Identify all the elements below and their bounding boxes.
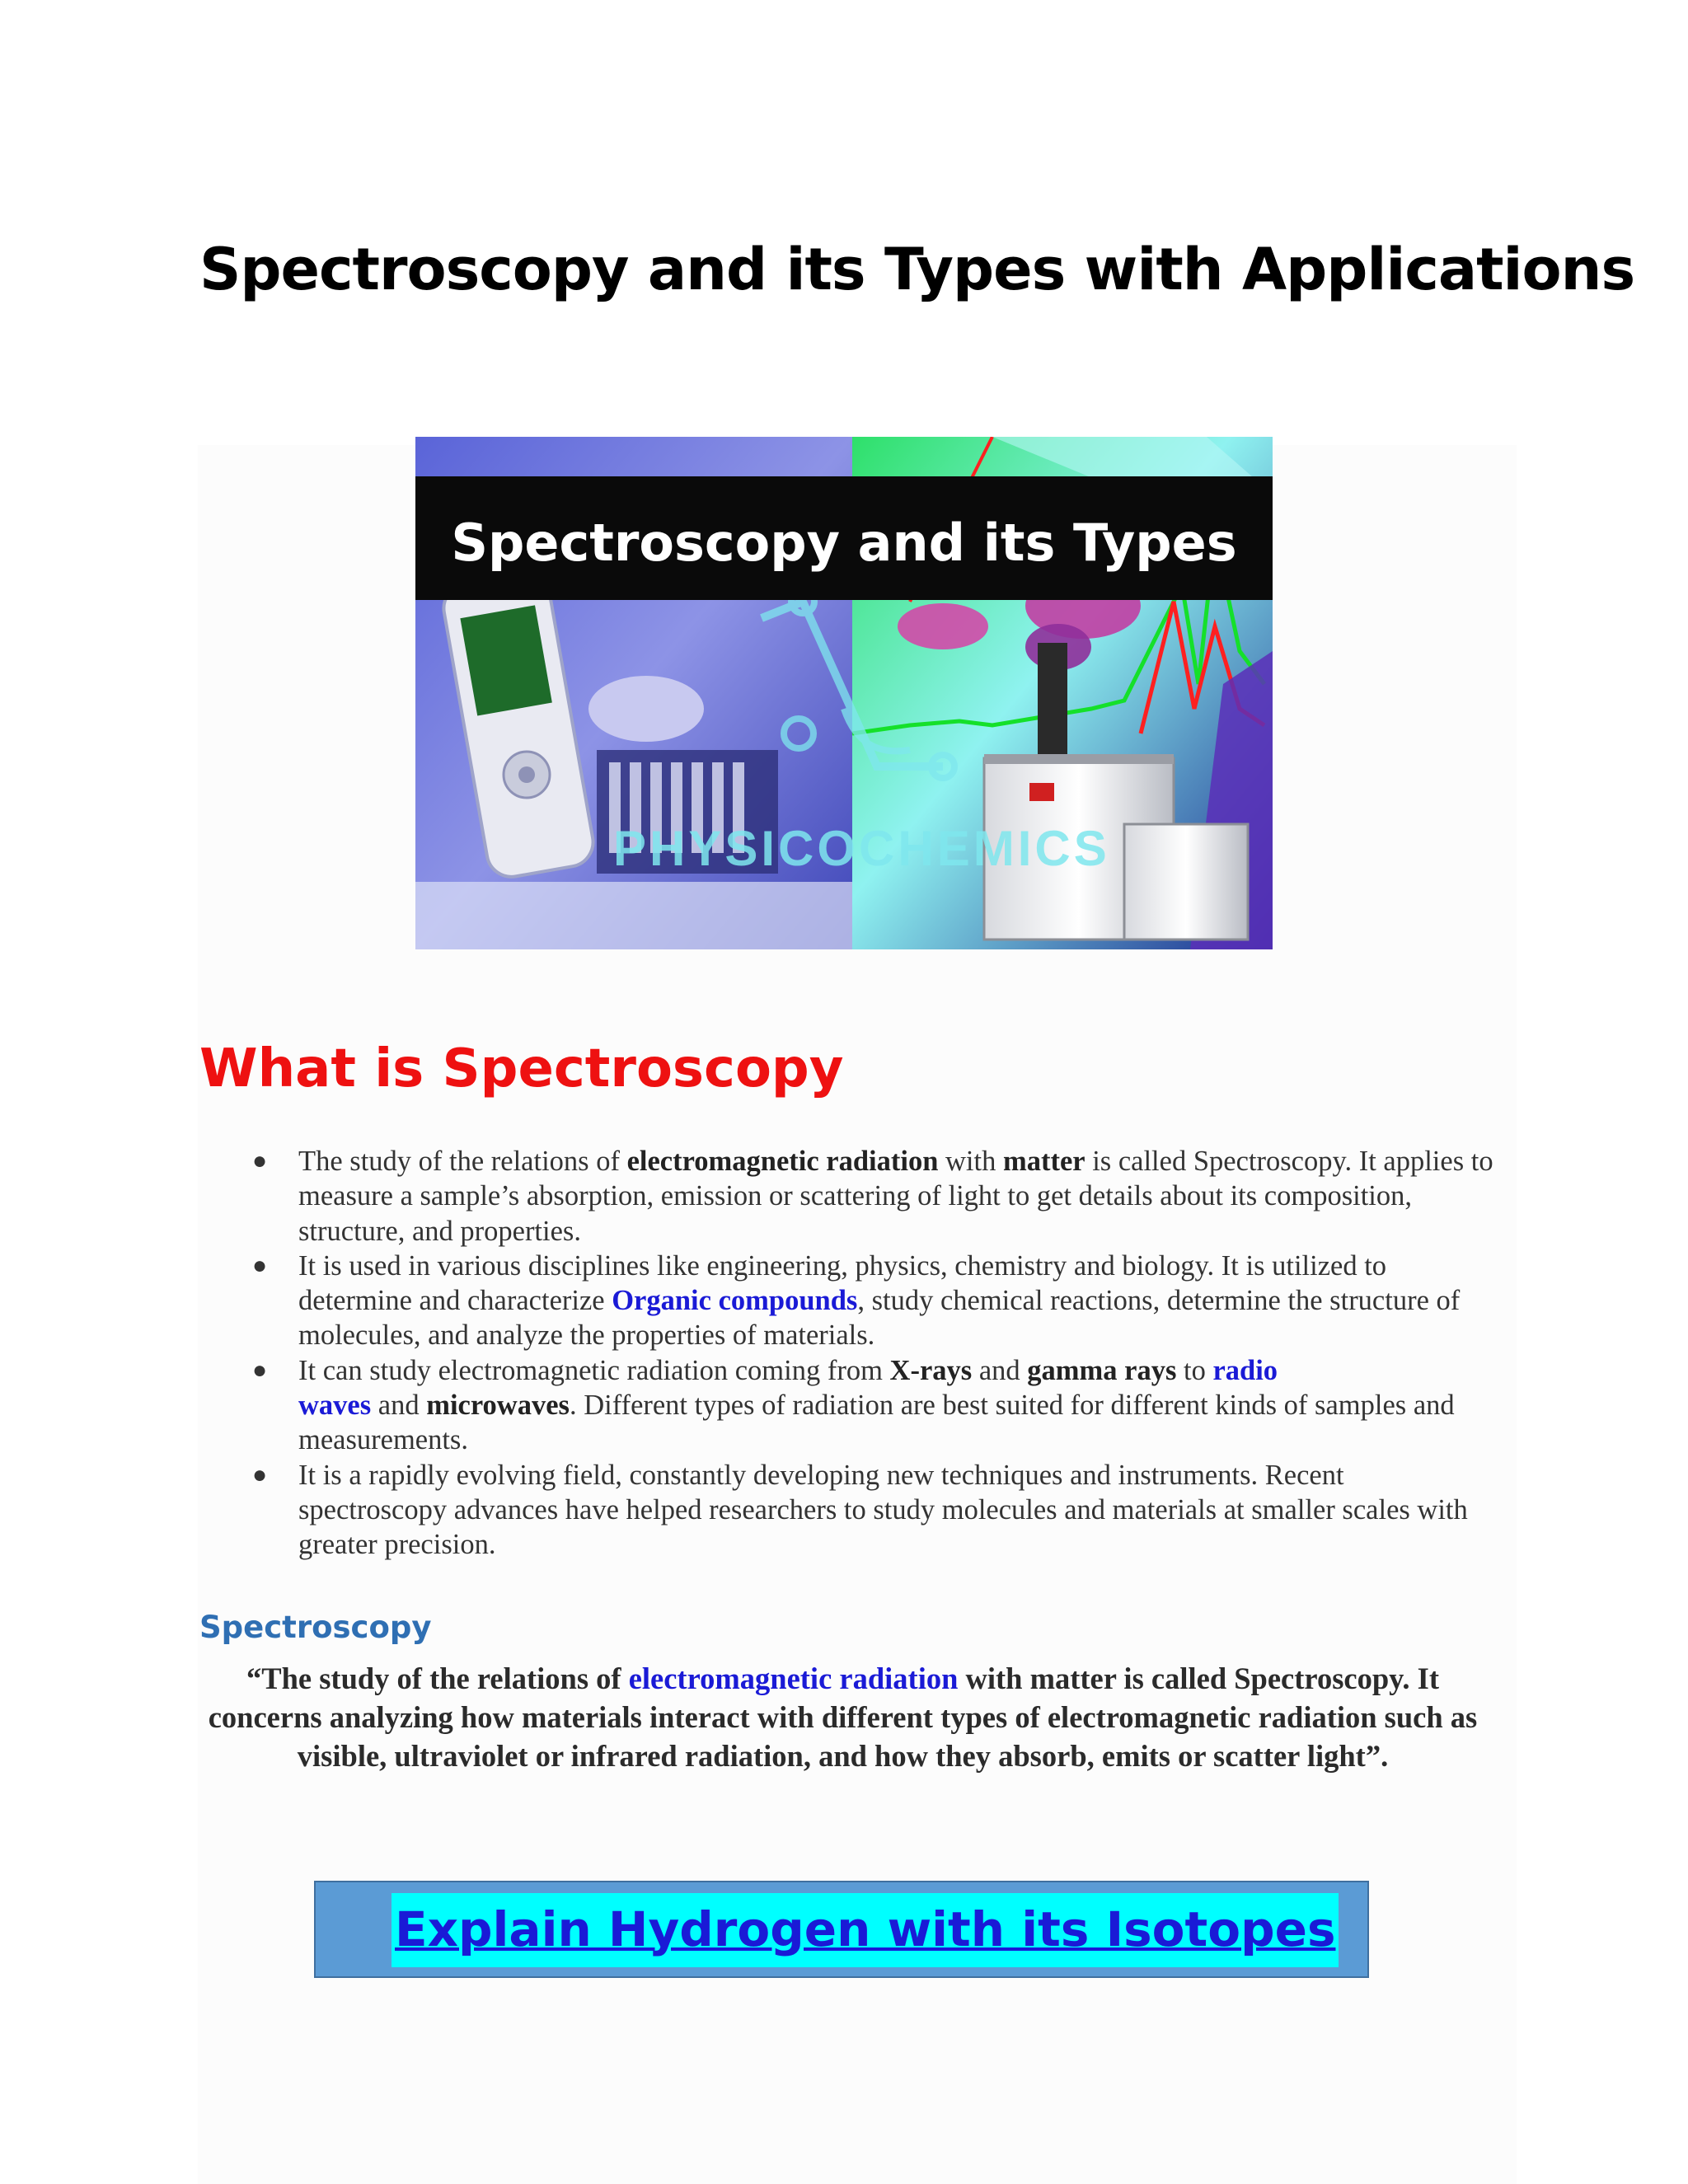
list-item: ● The study of the relations of electromagnetic radiation with matter is called Spectroscopy. It applies to measure a sample’s absorption, emission or scattering of light to get details about its composition, structure, and properties. — [252, 1146, 1493, 1247]
hero-image — [415, 437, 1273, 949]
bullet-icon: ● — [252, 1251, 268, 1279]
list-item: ● It can study electromagnetic radiation coming from X-rays and gamma rays to radio waves and microwaves. Different types of radiation are best suited for different kinds of samples and measurements. — [252, 1354, 1455, 1456]
bullet-list — [252, 1144, 1493, 1563]
organic-compounds-link[interactable]: Organic compounds — [612, 1285, 858, 1317]
bullet-icon: ● — [252, 1460, 268, 1488]
hero-banner-text: Spectroscopy and its Types — [451, 513, 1237, 573]
bullet-icon: ● — [252, 1356, 268, 1384]
related-article-banner — [314, 1881, 1369, 1978]
radio-waves-link[interactable]: radio waves — [298, 1354, 1278, 1422]
bullet-icon: ● — [252, 1147, 268, 1174]
definition-quote: “The study of the relations of electromagnetic radiation with matter is called Spectroscopy. It concerns analyzing how materials interact with different types of electromagnetic radiation such as visible, ultraviolet or infrared radiation, and how they absorb, emits or scatter light”. — [208, 1661, 1478, 1773]
list-item: ● It is used in various disciplines like engineering, physics, chemistry and biology. It is utilized to determine and characterize Organic compounds, study chemical reactions, determine the structure of molecules, and analyze the properties of materials. — [252, 1249, 1461, 1352]
definition-heading: Spectroscopy — [199, 1610, 432, 1645]
page-title: Spectroscopy and its Types with Applications — [199, 236, 1635, 303]
hydrogen-isotopes-link[interactable]: Explain Hydrogen with its Isotopes — [392, 1893, 1339, 1967]
list-item: ● It is a rapidly evolving field, constantly developing new techniques and instruments. Recent spectroscopy advances have helped researchers to study molecules and materials at smaller scales with greater precision. — [252, 1459, 1468, 1561]
section-title: What is Spectroscopy — [199, 1038, 844, 1099]
watermark-text: PHYSICOCHEMICS — [613, 821, 1110, 876]
electromagnetic-radiation-link[interactable]: electromagnetic radiation — [628, 1661, 959, 1695]
